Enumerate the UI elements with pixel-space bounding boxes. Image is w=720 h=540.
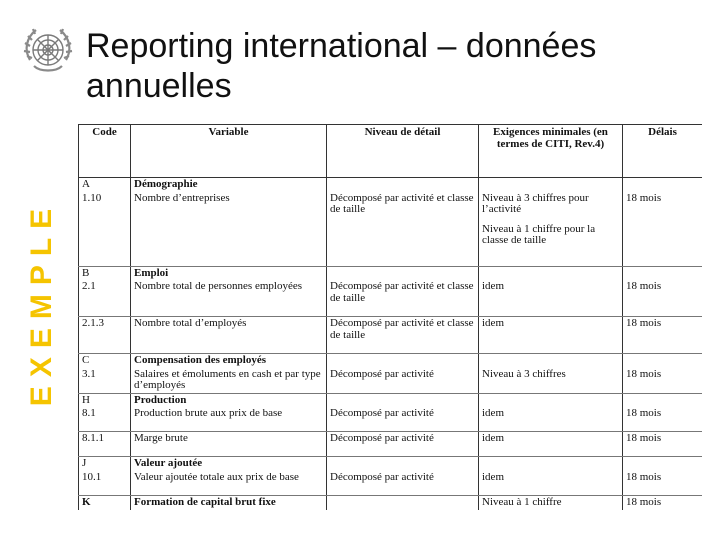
cell-requirement: idem xyxy=(479,471,623,496)
cell-detail xyxy=(327,495,479,510)
cell-code: A xyxy=(79,178,131,192)
table-row xyxy=(79,407,703,432)
cell-empty xyxy=(479,354,623,368)
cell-detail: Décomposé par activité et classe de taille xyxy=(327,280,479,317)
cell-requirement: Niveau à 3 chiffres xyxy=(479,368,623,394)
cell-empty xyxy=(327,266,479,280)
table-section-row xyxy=(79,393,703,407)
requirement-line: Niveau à 1 chiffre pour la classe de taille xyxy=(482,222,596,246)
cell-empty xyxy=(479,178,623,192)
cell-detail: Décomposé par activité xyxy=(327,407,479,432)
cell-variable: Production brute aux prix de base xyxy=(131,407,327,432)
cell-deadline: 18 mois xyxy=(623,495,703,510)
table-row xyxy=(79,495,703,510)
cell-code: 3.1 xyxy=(79,368,131,394)
cell-deadline: 18 mois xyxy=(623,432,703,457)
reporting-table xyxy=(78,124,702,510)
table-row xyxy=(79,192,703,267)
cell-code: C xyxy=(79,354,131,368)
cell-code: K xyxy=(79,495,131,510)
cell-section-title: Valeur ajoutée xyxy=(131,457,327,471)
cell-empty xyxy=(479,266,623,280)
header-code: Code xyxy=(79,125,131,178)
cell-deadline: 18 mois xyxy=(623,280,703,317)
sidebar-watermark xyxy=(22,172,62,434)
cell-requirement: Niveau à 1 chiffre xyxy=(479,495,623,510)
cell-deadline: 18 mois xyxy=(623,471,703,496)
header-detail-level: Niveau de détail xyxy=(327,125,479,178)
cell-empty xyxy=(623,266,703,280)
cell-code: J xyxy=(79,457,131,471)
cell-variable: Marge brute xyxy=(131,432,327,457)
page-title: Reporting international – données annuelles xyxy=(86,27,597,105)
cell-requirement: idem xyxy=(479,407,623,432)
table-header-row xyxy=(79,125,703,178)
cell-deadline: 18 mois xyxy=(623,317,703,354)
cell-code: 2.1 xyxy=(79,280,131,317)
cell-code: 8.1.1 xyxy=(79,432,131,457)
cell-empty xyxy=(623,354,703,368)
cell-detail: Décomposé par activité xyxy=(327,368,479,394)
data-table-container xyxy=(78,124,702,510)
cell-variable: Nombre total de personnes employées xyxy=(131,280,327,317)
cell-variable: Nombre total d’employés xyxy=(131,317,327,354)
cell-deadline: 18 mois xyxy=(623,407,703,432)
cell-section-title: Production xyxy=(131,393,327,407)
cell-code: B xyxy=(79,266,131,280)
cell-code: 10.1 xyxy=(79,471,131,496)
cell-empty xyxy=(623,178,703,192)
table-row xyxy=(79,280,703,317)
table-section-row xyxy=(79,178,703,192)
cell-empty xyxy=(327,178,479,192)
cell-requirement xyxy=(479,192,623,267)
table-row xyxy=(79,432,703,457)
cell-section-title: Démographie xyxy=(131,178,327,192)
cell-empty xyxy=(479,457,623,471)
table-section-row xyxy=(79,354,703,368)
requirement-line: Niveau à 3 chiffres pour l’activité xyxy=(482,191,589,215)
cell-empty xyxy=(479,393,623,407)
cell-deadline: 18 mois xyxy=(623,368,703,394)
cell-requirement: idem xyxy=(479,317,623,354)
table-section-row xyxy=(79,266,703,280)
cell-deadline: 18 mois xyxy=(623,192,703,267)
cell-variable: Formation de capital brut fixe xyxy=(131,495,327,510)
cell-empty xyxy=(327,457,479,471)
cell-code: 2.1.3 xyxy=(79,317,131,354)
table-section-row xyxy=(79,457,703,471)
header-variable: Variable xyxy=(131,125,327,178)
cell-empty xyxy=(327,393,479,407)
cell-detail: Décomposé par activité et classe de taille xyxy=(327,192,479,267)
un-emblem-icon xyxy=(20,22,76,78)
sidebar-word: EXEMPLE xyxy=(25,199,58,407)
cell-empty xyxy=(623,393,703,407)
cell-variable: Valeur ajoutée totale aux prix de base xyxy=(131,471,327,496)
cell-variable: Salaires et émoluments en cash et par type d’employés xyxy=(131,368,327,394)
cell-empty xyxy=(327,354,479,368)
cell-section-title: Compensation des employés xyxy=(131,354,327,368)
cell-requirement: idem xyxy=(479,280,623,317)
cell-code: 8.1 xyxy=(79,407,131,432)
table-row xyxy=(79,471,703,496)
cell-detail: Décomposé par activité xyxy=(327,471,479,496)
cell-section-title: Emploi xyxy=(131,266,327,280)
cell-code: 1.10 xyxy=(79,192,131,267)
header-deadline: Délais xyxy=(623,125,703,178)
cell-variable: Nombre d’entreprises xyxy=(131,192,327,267)
cell-code: H xyxy=(79,393,131,407)
table-row xyxy=(79,368,703,394)
cell-detail: Décomposé par activité et classe de taille xyxy=(327,317,479,354)
header-minimum-requirements: Exigences minimales (en termes de CITI, Rev.4) xyxy=(479,125,623,178)
cell-detail: Décomposé par activité xyxy=(327,432,479,457)
cell-requirement: idem xyxy=(479,432,623,457)
cell-empty xyxy=(623,457,703,471)
table-row xyxy=(79,317,703,354)
